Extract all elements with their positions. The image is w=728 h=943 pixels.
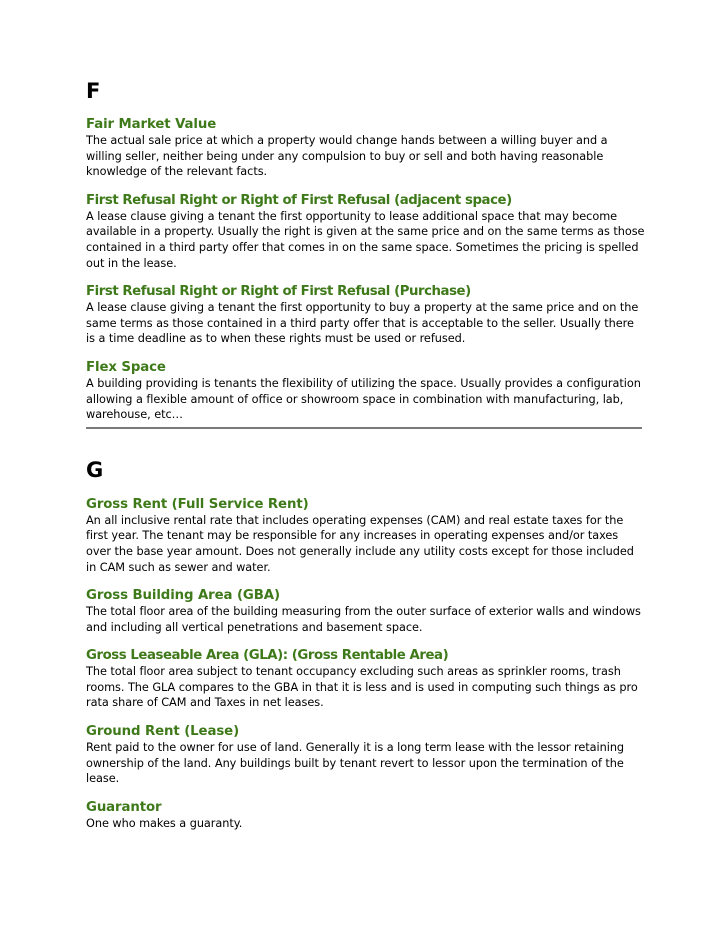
glossary-entry-first-refusal-purchase: [86, 283, 646, 347]
section-divider: [86, 427, 642, 429]
term-definition: The actual sale price at which a property would change hands between a willing buyer and a willing seller, neither being under any compulsion to buy or sell and both having reasonable knowledge of the relevant facts.: [86, 134, 608, 179]
term-definition: A building providing is tenants the flexibility of utilizing the space. Usually provides a configuration allowing a flexible amount of office or showroom space in combination with manufacturing, lab, warehouse, etc…: [86, 376, 641, 422]
term-definition: An all inclusive rental rate that includes operating expenses (CAM) and real estate taxes for the first year. The tenant may be responsible for any increases in operating expenses and/or taxes over the base year amount. Does not generally include any utility costs except for those included in CAM such as sewer and water.: [86, 513, 634, 574]
term-title: Guarantor: [86, 799, 162, 815]
glossary-entry-gross-building-area: [86, 587, 646, 635]
term-title: Fair Market Value: [86, 117, 217, 132]
term-title: Gross Leaseable Area (GLA): (Gross Rentable Area): [86, 648, 449, 664]
term-title: Gross Rent (Full Service Rent): [86, 496, 309, 512]
glossary-entry-flex-space: [86, 359, 646, 423]
glossary-page: [86, 78, 646, 843]
glossary-entry-ground-rent: [86, 723, 646, 787]
term-title: First Refusal Right or Right of First Refusal (Purchase): [86, 284, 471, 300]
term-title: First Refusal Right or Right of First Refusal (adjacent space): [86, 192, 512, 208]
term-title: Ground Rent (Lease): [86, 724, 240, 740]
glossary-entry-fair-market-value: [86, 116, 646, 180]
glossary-entry-gross-rent: [86, 496, 646, 575]
term-title: Flex Space: [86, 359, 166, 375]
term-definition: The total floor area subject to tenant occupancy excluding such areas as sprinkler rooms, trash rooms. The GLA compares to the GBA in that it is less and is used in computing such things as pro rata share of CAM and Taxes in net leases.: [86, 665, 638, 710]
glossary-entry-first-refusal-adjacent: [86, 192, 646, 271]
glossary-entry-guarantor: [86, 799, 646, 832]
term-definition: One who makes a guaranty.: [86, 816, 243, 830]
term-title: Gross Building Area (GBA): [86, 588, 280, 604]
glossary-entry-gross-leaseable-area: [86, 647, 646, 711]
term-definition: Rent paid to the owner for use of land. Generally it is a long term lease with the lessor retaining ownership of the land. Any buildings built by tenant revert to lessor upon the termination of the lease.: [86, 741, 625, 786]
term-definition: The total floor area of the building measuring from the outer surface of exterior walls and windows and including all vertical penetrations and basement space.: [86, 605, 641, 634]
term-definition: A lease clause giving a tenant the first opportunity to buy a property at the same price and on the same terms as those contained in a third party offer that is acceptable to the seller. Usually there is a time deadline as to when these rights must be used or refused.: [86, 301, 639, 346]
section-letter-f: F: [86, 79, 101, 103]
section-letter-g: G: [86, 457, 104, 482]
term-definition: A lease clause giving a tenant the first opportunity to lease additional space that may become available in a property. Usually the right is given at the same price and on the same terms as those contained in a third party offer that comes in on the same space. Sometimes the pricing is spelled out in the lease.: [86, 209, 645, 270]
